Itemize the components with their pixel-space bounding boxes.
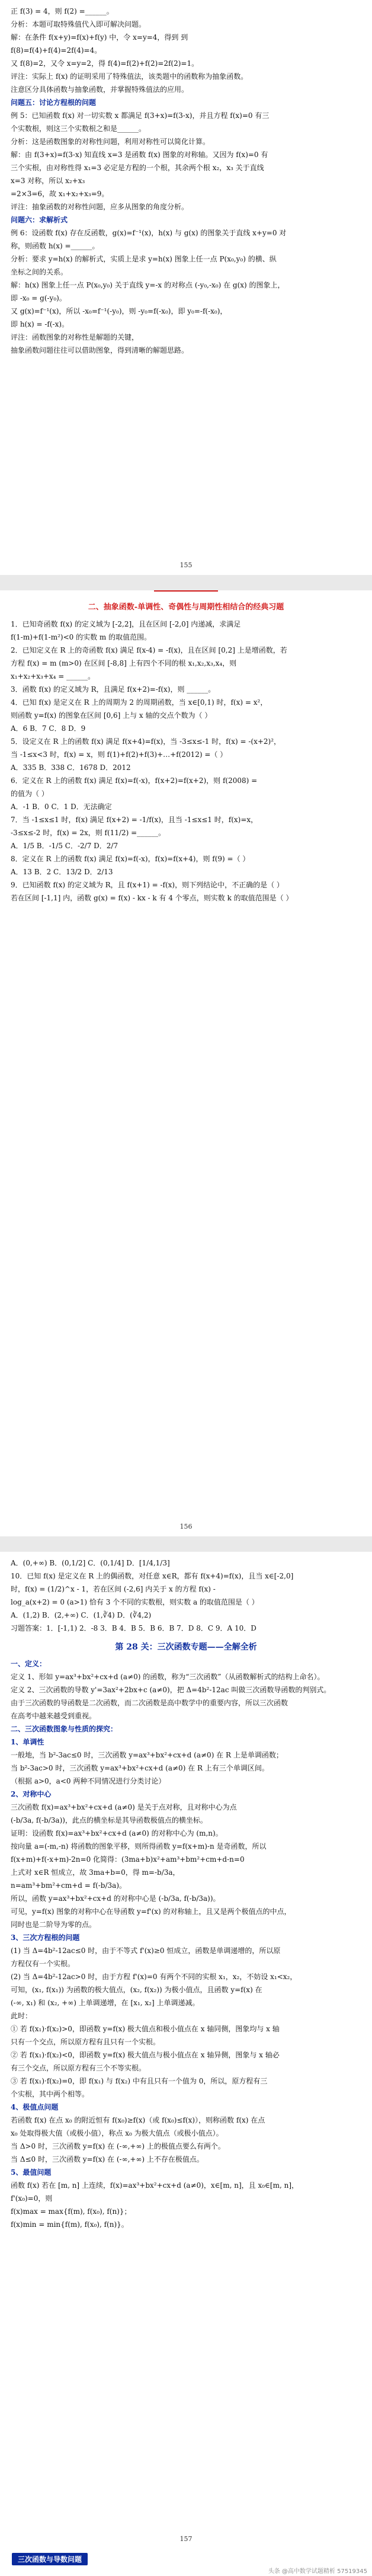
text-line: 5、最值问题 [11, 2168, 52, 2177]
text-line: 证明：设函数 f(x)=ax³+bx²+cx+d (a≠0) 的对称中心为 (m,n)。 [11, 1829, 223, 1837]
section-rule [154, 590, 218, 592]
text-line: 3、三次方程根的问题 [11, 1933, 80, 1942]
text-line: 三次函数 f(x)=ax³+bx²+cx+d (a≠0) 是关于点对称，且对称中心为点 [11, 1803, 237, 1811]
text-line: A．-1 B．0 C．1 D．无法确定 [11, 803, 112, 811]
text-line: 6．定义在 R 上的函数 f(x) 满足 f(x)=f(-x)，f(x+2)=f(x+2)，则 f(2008) = [11, 776, 258, 785]
text-line: (-∞, x₁) 和 (x₂, +∞) 上单调递增，在 [x₁, x₂] 上单调递减。 [11, 1999, 200, 2007]
text-line: ① 若 f(x₁)·f(x₂)>0，即函数 y=f(x) 极大值点和极小值点在 x 轴同侧，图象均与 x 轴 [11, 2025, 280, 2033]
text-line: 即 h(x) = -f(-x)。 [11, 320, 69, 328]
text-line: 坐标之间的关系。 [11, 268, 68, 276]
text-line: 问题六：求解析式 [11, 216, 68, 224]
text-line: 函数 f(x) 若在 [m, n] 上连续，f(x)=ax³+bx²+cx+d (a≠0)，x∈[m, n]，且 x₀∈[m, n]， [11, 2181, 299, 2190]
text-line: 所以，函数 y=ax³+bx²+cx+d 的对称中心是 (-b/3a, f(-b/3a))。 [11, 1894, 220, 1903]
page-number: 155 [179, 561, 193, 569]
text-line: 评注：实际上 f(x) 的证明采用了特殊值法，该类题中的函数称为抽象函数。 [11, 72, 248, 81]
bottom-label: 三次函数与导数问题 [12, 2553, 88, 2565]
text-line: 2．已知定义在 R 上的奇函数 f(x) 满足 f(x-4) = -f(x)，且在区间 [0,2] 上是增函数，若 [11, 646, 287, 654]
text-line: 在高考中越来越受到重视。 [11, 1712, 97, 1720]
text-line: x=3 对称，所以 x₂+x₃ [11, 177, 85, 185]
text-line: 8．定义在 R 上的函数 f(x) 满足 f(x)=f(-x)，f(x)=f(x+4)，则 f(9) =（ ） [11, 855, 250, 863]
page-3-body [11, 1657, 361, 2231]
text-line: 分析：要求 y=h(x) 的解析式，实质上是求 y=h(x) 图象上任一点 P(x₀,y₀) 的横、纵 [11, 255, 277, 263]
section-title: 二、抽象函数-单调性、奇偶性与周期性相结合的经典习题 [88, 603, 284, 612]
text-line: A．335 B．338 C．1678 D．2012 [11, 763, 131, 772]
page-number: 157 [179, 2535, 193, 2543]
text-line: 例 5：已知函数 f(x) 对一切实数 x 都满足 f(3+x)=f(3-x)，并且方程 f(x)=0 有三 [11, 111, 270, 120]
text-line: A．13 B．2 C．13/2 D．2/13 [11, 868, 113, 876]
text-line: 三个实根，由对称性得 x₁=3 必定是方程的一个根，其余两个根 x₂，x₃ 关于直线 [11, 164, 264, 172]
text-line: A．1/5 B．-1/5 C．-2/7 D．2/7 [11, 842, 118, 850]
text-line: 方程 f(x) = m (m>0) 在区间 [-8,8] 上有四个不同的根 x₁,x₂,x₃,x₄，则 [11, 659, 237, 667]
page-1 [0, 0, 372, 575]
text-line: f(8)=f(4)+f(4)=2f(4)=4。 [11, 46, 102, 55]
text-line: f(1-m)+f(1-m²)<0 的实数 m 的取值范围。 [11, 633, 152, 641]
page-2 [0, 590, 372, 1536]
watermark: 头条 @高中数学试题精析 57519345 [268, 2568, 367, 2575]
page-3 [0, 1552, 372, 2576]
text-line: 解：由 f(3+x)=f(3-x) 知直线 x=3 是函数 f(x) 图象的对称轴。又因为 f(x)=0 有 [11, 151, 268, 159]
text-line: 由于三次函数的导函数是二次函数，而二次函数是高中数学中的重要内容，所以三次函数 [11, 1699, 288, 1707]
text-line: A．6 B．7 C．8 D．9 [11, 724, 86, 733]
text-line: 5．设定义在 R 上的函数 f(x) 满足 f(x+4)=f(x)，当 -3≤x≤-1 时，f(x) = -(x+2)²， [11, 737, 281, 746]
page-3-exercise-body [11, 1557, 361, 1635]
text-line: 评注：抽象函数的对称性问题，应多从图象的角度分析。 [11, 203, 189, 211]
text-line: 分析：这是函数图象的对称性问题，利用对称性可以简化计算。 [11, 138, 210, 146]
text-line: 解：在条件 f(x+y)=f(x)+f(y) 中，令 x=y=4，得到 到 [11, 33, 188, 41]
text-line: 解：h(x) 图象上任一点 P(x₀,y₀) 关于直线 y=-x 的对称点 (-y₀,-x₀) 在 g(x) 的图象上， [11, 281, 285, 289]
text-line: (2) 当 Δ=4b²-12ac>0 时，由于方程 f'(x)=0 有两个不同的实根 x₁，x₂，不妨设 x₁<x₂， [11, 1973, 297, 1981]
chapter-title: 第 28 关：三次函数专题——全解全析 [115, 1642, 257, 1652]
page-1-body [0, 0, 372, 357]
text-line: 若函数 f(x) 在点 x₀ 的附近恒有 f(x₀)≥f(x)（或 f(x₀)≤f(x)），则称函数 f(x) 在点 [11, 2116, 265, 2124]
page-number: 156 [179, 1523, 193, 1530]
bottom-label-box [12, 2553, 88, 2565]
text-line: f(x)min = min{f(m), f(x₀), f(n)}。 [11, 2220, 129, 2229]
text-line: f(x)max = max{f(m), f(x₀), f(n)}； [11, 2207, 132, 2216]
text-line: 按向量 a=(-m,-n) 将函数的图象平移，则所得函数 y=f(x+m)-n 是奇函数，所以 [11, 1842, 267, 1850]
text-line: 当 -1≤x<3 时，f(x) = x，则 f(1)+f(2)+f(3)+…+f(2012) =（ ） [11, 750, 227, 759]
text-line: 10．已知 f(x) 是定义在 R 上的偶函数，对任意 x∈R，都有 f(x+4)=f(x)，且当 x∈[-2,0] [11, 1572, 294, 1580]
text-line: 1、单调性 [11, 1738, 44, 1746]
text-line: （根据 a>0，a<0 两种不同情况进行分类讨论） [11, 1777, 166, 1785]
text-line: 9．已知函数 f(x) 的定义域为 R，且 f(x+1) = -f(x)，则下列结论中，不正确的是（ ） [11, 881, 284, 889]
text-line: 一、定义： [11, 1660, 47, 1668]
text-line: 上式对 x∈R 恒成立，故 3ma+b=0，得 m=-b/3a， [11, 1868, 180, 1877]
text-line: 当 b²-3ac>0 时，三次函数 y=ax³+bx²+cx+d (a≠0) 在 R 上有三个单调区间。 [11, 1764, 269, 1772]
text-line: f(x+m)+f(-x+m)-2n=0 化简得：(3ma+b)x²+am³+bm²+cm+d-n=0 [11, 1855, 245, 1864]
text-line: 可见，y=f(x) 图象的对称中心在导函数 y=f'(x) 的对称轴上，且又是两个极值点的中点， [11, 1907, 291, 1916]
text-line: 定义 2、三次函数的导数 y'=3ax²+2bx+c (a≠0)，把 Δ=4b²-12ac 叫做三次函数导函数的判别式。 [11, 1686, 331, 1694]
text-line: =2×3=6，故 x₁+x₂+x₃=9。 [11, 190, 109, 198]
text-line: 一般地，当 b²-3ac≤0 时，三次函数 y=ax³+bx²+cx+d (a≠0) 在 R 上是单调函数； [11, 1751, 283, 1759]
text-line: 二、三次函数图象与性质的探究： [11, 1725, 118, 1733]
text-line: 只有一个交点，所以原方程有且只有一个实根。 [11, 2038, 161, 2046]
page-2-body [11, 618, 361, 905]
text-line: 7．当 -1≤x≤1 时，f(x) 满足 f(x+2) = -1/f(x)，且当 -1≤x≤1 时，f(x)=x， [11, 816, 258, 824]
text-line: 3．函数 f(x) 的定义域为 R，且满足 f(x+2)=-f(x)，则 ______。 [11, 685, 216, 693]
text-line: 则函数 y=f(x) 的图象在区间 [0,6] 上与 x 轴的交点个数为（ ） [11, 711, 212, 720]
text-line: 定义 1、形如 y=ax³+bx²+cx+d (a≠0) 的函数，称为“三次函数”（从函数解析式的结构上命名）。 [11, 1673, 325, 1681]
text-line: 2、对称中心 [11, 1790, 52, 1798]
text-line: 时，f(x) = (1/2)^x - 1，若在区间 (-2,6] 内关于 x 的方程 f(x) - [11, 1585, 216, 1593]
page-separator [0, 1536, 372, 1552]
text-line: 的值为（ ） [11, 790, 49, 798]
text-line: 例 6：设函数 f(x) 存在反函数，g(x)=f⁻¹(x)，h(x) 与 g(x) 的图象关于直线 x+y=0 对 [11, 229, 287, 237]
text-line: 又 f(8)=2，又令 x=y=2，得 f(4)=f(2)+f(2)=2f(2)=1。 [11, 59, 199, 68]
text-line: 可知，(x₁, f(x₁)) 为函数的极大值点，(x₂, f(x₂)) 为极小值点，且函数 y=f(x) 在 [11, 1986, 262, 1994]
text-line: 又 g(x)=f⁻¹(x)，所以 -x₀=f⁻¹(-y₀)，则 -y₀=f(-x₀)，即 y₀=-f(-x₀)， [11, 307, 227, 315]
text-line: 习题答案：1．[-1,1) 2．-8 3．B 4．B 5．B 6．B 7．D 8．C 9．A 10．D [11, 1624, 256, 1632]
text-line: (-b/3a, f(-b/3a))，此点的横坐标是其导函数极值点的横坐标。 [11, 1816, 207, 1824]
text-line: 正 f(3) = 4，则 f(2) =______。 [11, 7, 114, 15]
text-line: 个实数根，则这三个实数根之和是______。 [11, 124, 146, 133]
text-line: 1．已知奇函数 f(x) 的定义域为 [-2,2]，且在区间 [-2,0] 内递减，求满足 [11, 620, 241, 628]
text-line: 4．已知 f(x) 是定义在 R 上的周期为 2 的周期函数，当 x∈[0,1) 时，f(x) = x²， [11, 698, 268, 707]
text-line: 方程仅有一个实根。 [11, 1960, 75, 1968]
text-line: 同时也是二阶导为零的点。 [11, 1920, 97, 1929]
text-line: 分析：本题可取特殊值代入即可解决问题。 [11, 20, 146, 28]
text-line: 称，则函数 h(x) =______。 [11, 242, 100, 250]
text-line: A．(0,+∞) B．(0,1/2] C．(0,1/4] D．[1/4,1/3] [11, 1559, 170, 1567]
text-line: ③ 若 f(x₁)·f(x₂)=0，即 f(x₁) 与 f(x₂) 中有且只有一个值为 0，所以，原方程有三 [11, 2077, 268, 2085]
text-line: A．(1,2) B．(2,+∞) C．(1,∛4) D．(∛4,2) [11, 1611, 152, 1619]
text-line: 评注：函数图象的对称性是解题的关键， [11, 333, 139, 341]
text-line: log_a(x+2) = 0 (a>1) 恰有 3 个不同的实数根，则实数 a 的取值范围是（ ） [11, 1598, 259, 1606]
text-line: (1) 当 Δ=4b²-12ac≤0 时，由于不等式 f'(x)≥0 恒成立，函数是单调递增的，所以原 [11, 1947, 281, 1955]
text-line: 此时： [11, 2012, 33, 2020]
text-line: 有三个交点，所以原方程有三个不等实根。 [11, 2064, 146, 2072]
text-line: 当 Δ≤0 时，三次函数 y=f(x) 在 (-∞,+∞) 上不存在极值点。 [11, 2155, 204, 2163]
text-line: 即 -x₀ = g(-y₀)。 [11, 294, 66, 302]
text-line: x₀ 处取得极大值（或极小值），称点 x₀ 为极大值点（或极小值点）。 [11, 2129, 223, 2137]
text-line: 问题五：讨论方程根的问题 [11, 98, 97, 107]
text-line: x₁+x₂+x₃+x₄ = ______。 [11, 672, 95, 680]
text-line: f'(x₀)=0，则 [11, 2194, 53, 2203]
text-line: ② 若 f(x₁)·f(x₂)<0，即函数 y=f(x) 极大值点与极小值点在 x 轴异侧，图象与 x 轴必 [11, 2051, 280, 2059]
text-line: 抽象函数问题往往可以借助图象，得到清晰的解题思路。 [11, 346, 189, 354]
text-line: 个实根，其中两个相等。 [11, 2090, 89, 2098]
text-line: 4、极值点问题 [11, 2103, 59, 2111]
text-line: 若在区间 [-1,1] 内，函数 g(x) = f(x) - kx - k 有 4 个零点，则实数 k 的取值范围是（ ） [11, 894, 293, 902]
page-separator [0, 575, 372, 590]
text-line: 当 Δ>0 时，三次函数 y=f(x) 在 (-∞,+∞) 上的极值点要么有两个。 [11, 2142, 225, 2150]
text-line: -3≤x≤-2 时，f(x) = 2x，则 f(11/2) =______。 [11, 829, 166, 837]
text-line: n=am³+bm²+cm+d = f(-b/3a)。 [11, 1881, 127, 1890]
text-line: 注意区分具体函数与抽象函数，并掌握特殊值法的应用。 [11, 85, 189, 94]
